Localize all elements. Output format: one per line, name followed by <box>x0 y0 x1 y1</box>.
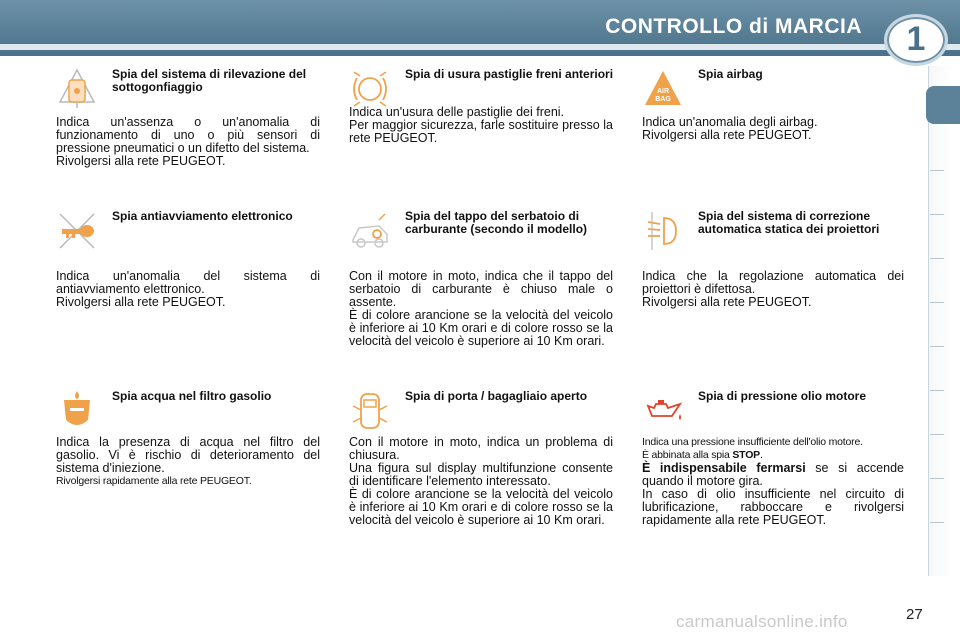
entry-title: Spia del sistema di rilevazione del sottogonfiaggio <box>112 67 307 94</box>
entry-text: In caso di olio insufficiente nel circuito di lubrificazione, rabboccare e rivolgersi rapidamente alla rete PEUGEOT. <box>642 487 904 527</box>
entry-title: Spia di usura pastiglie freni anteriori <box>405 67 614 81</box>
entry-text: Rivolgersi rapidamente alla rete PEUGEOT. <box>56 475 252 487</box>
entry-text: Indica un'anomalia degli airbag. <box>642 115 818 129</box>
fuel-cap-icon <box>349 210 391 252</box>
entry-text: Per maggior sicurezza, farle sostituire presso la rete PEUGEOT. <box>349 118 613 145</box>
entry-body <box>349 270 613 348</box>
entry-text: Rivolgersi alla rete PEUGEOT. <box>642 295 812 309</box>
entry-text: se si accende quando il motore gira. <box>642 461 904 488</box>
warning-emphasis: È indispensabile fermarsi <box>642 461 806 475</box>
entry-body <box>349 106 613 145</box>
immobiliser-key-icon <box>56 210 98 252</box>
chapter-badge <box>884 14 948 66</box>
airbag-icon-label: BAG <box>655 96 671 103</box>
entry-body <box>642 270 904 309</box>
entry-text: Indica la presenza di acqua nel filtro del gasolio. Vi è rischio di deterioramento del sistema d'iniezione. <box>56 435 320 475</box>
rail-tick <box>930 522 944 523</box>
rail-tick <box>930 390 944 391</box>
water-in-fuel-icon <box>56 390 98 432</box>
rail-tick <box>930 302 944 303</box>
entry-text: Una figura sul display multifunzione consente di identificare l'elemento interessato. <box>349 461 613 488</box>
chapter-tab[interactable] <box>926 86 960 124</box>
entry-title: Spia antiavviamento elettronico <box>112 209 293 223</box>
stop-label: STOP <box>732 449 760 461</box>
rail-tick <box>930 434 944 435</box>
entry-title: Spia di porta / bagagliaio aperto <box>405 389 588 403</box>
entry-text: Rivolgersi alla rete PEUGEOT. <box>642 128 812 142</box>
entry-text: Indica un'anomalia del sistema di antiavviamento elettronico. <box>56 269 320 296</box>
page-number: 27 <box>906 606 923 623</box>
entry-title: Spia airbag <box>698 67 763 81</box>
rail-tick <box>930 214 944 215</box>
brake-pad-icon <box>349 68 391 110</box>
entry-body <box>642 436 904 527</box>
rail-tick <box>930 258 944 259</box>
rail-tick <box>930 170 944 171</box>
entry-title: Spia del tappo del serbatoio di carburante (secondo il modello) <box>405 209 588 236</box>
door-open-icon <box>349 390 391 432</box>
rail-tick <box>930 478 944 479</box>
entry-text: Indica un'usura delle pastiglie dei freni. <box>349 105 565 119</box>
entry-text: È abbinata alla spia <box>642 449 733 461</box>
header-stripe <box>0 44 960 50</box>
rail-tick <box>930 346 944 347</box>
entry-text: Rivolgersi alla rete PEUGEOT. <box>56 154 226 168</box>
entry-text: Indica che la regolazione automatica dei proiettori è difettosa. <box>642 269 904 296</box>
entry-title: Spia acqua nel filtro gasolio <box>112 389 272 403</box>
entry-body <box>56 270 320 309</box>
entry-text: È di colore arancione se la velocità del veicolo è inferiore ai 10 Km orari e di colore rosso se la velocità del veicolo è superiore ai 10 Km orari. <box>349 487 613 527</box>
entry-body <box>349 436 613 527</box>
entry-text: Con il motore in moto, indica un problema di chiusura. <box>349 435 613 462</box>
entry-text: Rivolgersi alla rete PEUGEOT. <box>56 295 226 309</box>
watermark: carmanualsonline.info <box>676 612 848 631</box>
entry-text: Indica un'assenza o un'anomalia di funzionamento di uno o più sensori di pressione pneumatici o un difetto del sistema. <box>56 115 320 155</box>
airbag-icon-label: AIR <box>656 88 670 95</box>
entry-body <box>642 116 904 142</box>
headlamp-levelling-icon <box>642 210 684 252</box>
entry-text: Indica una pressione insufficiente dell'olio motore. <box>642 436 863 448</box>
entry-title: Spia di pressione olio motore <box>698 389 867 403</box>
page-title: CONTROLLO di MARCIA <box>605 15 862 38</box>
entry-text: È di colore arancione se la velocità del veicolo è inferiore ai 10 Km orari e di colore rosso se la velocità del veicolo è superiore ai 10 Km orari. <box>349 308 613 348</box>
side-rail <box>928 66 951 576</box>
entry-title: Spia del sistema di correzione automatica statica dei proiettori <box>698 209 880 236</box>
entry-body <box>56 116 320 168</box>
tyre-pressure-icon <box>56 68 98 110</box>
entry-text: Con il motore in moto, indica che il tappo del serbatoio di carburante è chiuso male o assente. <box>349 269 613 309</box>
oil-can-icon <box>642 390 684 432</box>
chapter-number: 1 <box>906 20 926 58</box>
entry-text: . <box>759 449 763 461</box>
entry-body <box>56 436 320 488</box>
airbag-warning-icon <box>642 68 684 110</box>
